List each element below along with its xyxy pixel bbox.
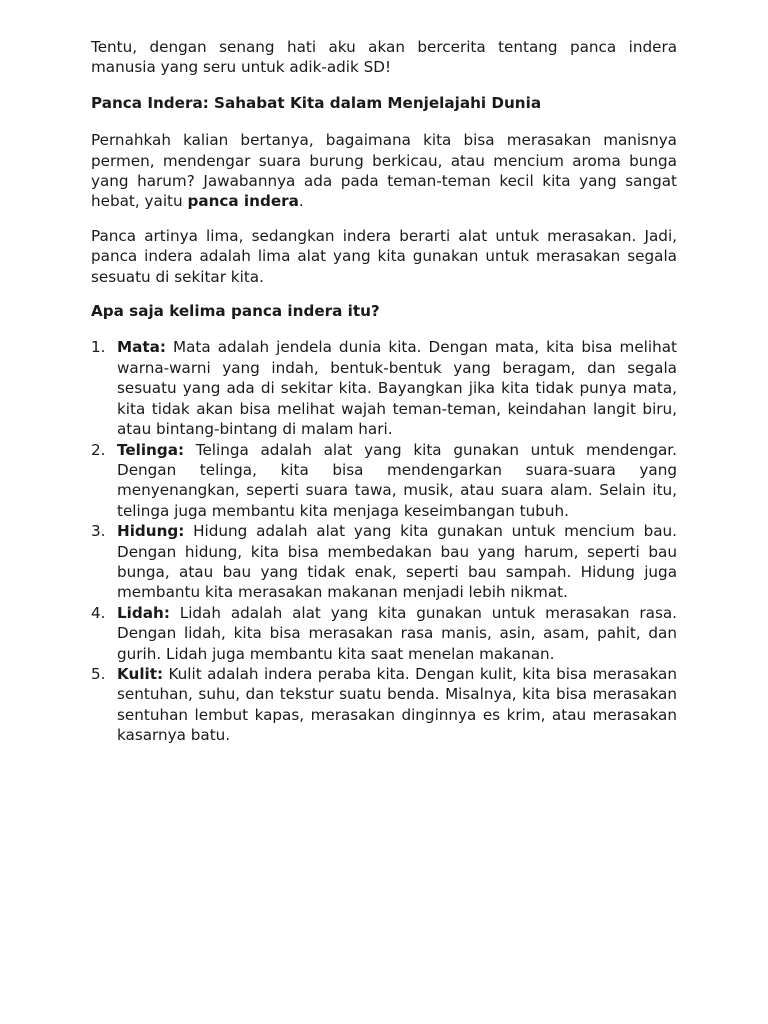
list-item-number: 3. bbox=[91, 522, 106, 541]
list-item-hidung bbox=[91, 521, 677, 603]
sense-name: Kulit: bbox=[117, 664, 164, 683]
list-item-number: 2. bbox=[91, 440, 106, 459]
sense-name: Lidah: bbox=[117, 603, 170, 622]
sense-description: Lidah adalah alat yang kita gunakan untuk merasakan rasa. Dengan lidah, kita bisa merasakan rasa manis, asin, asam, pahit, dan gurih. Lidah juga membantu kita saat menelan makanan. bbox=[117, 603, 677, 663]
list-item-number: 1. bbox=[91, 338, 106, 357]
list-item-mata bbox=[91, 337, 677, 439]
paragraph-curiosity-text: Pernahkah kalian bertanya, bagaimana kita bisa merasakan manisnya permen, mendengar suara burung berkicau, atau mencium aroma bunga yang harum? Jawabannya ada pada teman-teman kecil kita yang sangat hebat, yaitu bbox=[91, 131, 677, 211]
sense-name: Hidung: bbox=[117, 522, 185, 541]
paragraph-curiosity bbox=[91, 130, 677, 212]
sense-description: Hidung adalah alat yang kita gunakan untuk mencium bau. Dengan hidung, kita bisa membedakan bau yang harum, seperti bau bunga, atau bau yang tidak enak, seperti bau sampah. Hidung juga membantu kita merasakan makanan menjadi lebih nikmat. bbox=[117, 522, 677, 602]
document-title: Panca Indera: Sahabat Kita dalam Menjelajahi Dunia bbox=[91, 93, 542, 112]
paragraph-curiosity-bold: panca indera bbox=[187, 192, 299, 211]
sense-description: Telinga adalah alat yang kita gunakan untuk mendengar. Dengan telinga, kita bisa mendengarkan suara-suara yang menyenangkan, seperti suara tawa, musik, atau suara alam. Selain itu, telinga juga membantu kita menjaga keseimbangan tubuh. bbox=[117, 440, 677, 520]
sense-description: Mata adalah jendela dunia kita. Dengan mata, kita bisa melihat warna-warni yang indah, bentuk-bentuk yang beragam, dan segala sesuatu yang ada di sekitar kita. Bayangkan jika kita tidak punya mata, kita tidak akan bisa melihat wajah teman-teman, keindahan langit biru, atau bintang-bintang di malam hari. bbox=[117, 338, 677, 439]
paragraph-curiosity-end: . bbox=[298, 192, 304, 211]
sense-description: Kulit adalah indera peraba kita. Dengan kulit, kita bisa merasakan sentuhan, suhu, dan tekstur suatu benda. Misalnya, kita bisa merasakan sentuhan lembut kapas, merasakan dinginnya es krim, atau merasakan kasarnya batu. bbox=[117, 664, 677, 745]
list-item-kulit bbox=[91, 664, 677, 746]
paragraph-definition: Panca artinya lima, sedangkan indera berarti alat untuk merasakan. Jadi, panca indera adalah lima alat yang kita gunakan untuk merasakan segala sesuatu di sekitar kita. bbox=[91, 226, 677, 286]
intro-paragraph: Tentu, dengan senang hati aku akan bercerita tentang panca indera manusia yang seru untuk adik-adik SD! bbox=[91, 38, 677, 77]
sense-name: Mata: bbox=[117, 338, 166, 357]
list-item-lidah bbox=[91, 603, 677, 664]
list-item-telinga bbox=[91, 440, 677, 522]
list-item-number: 5. bbox=[91, 664, 106, 683]
sense-name: Telinga: bbox=[117, 440, 185, 459]
senses-list bbox=[91, 337, 677, 745]
list-item-number: 4. bbox=[91, 603, 106, 622]
section-question: Apa saja kelima panca indera itu? bbox=[91, 302, 380, 321]
